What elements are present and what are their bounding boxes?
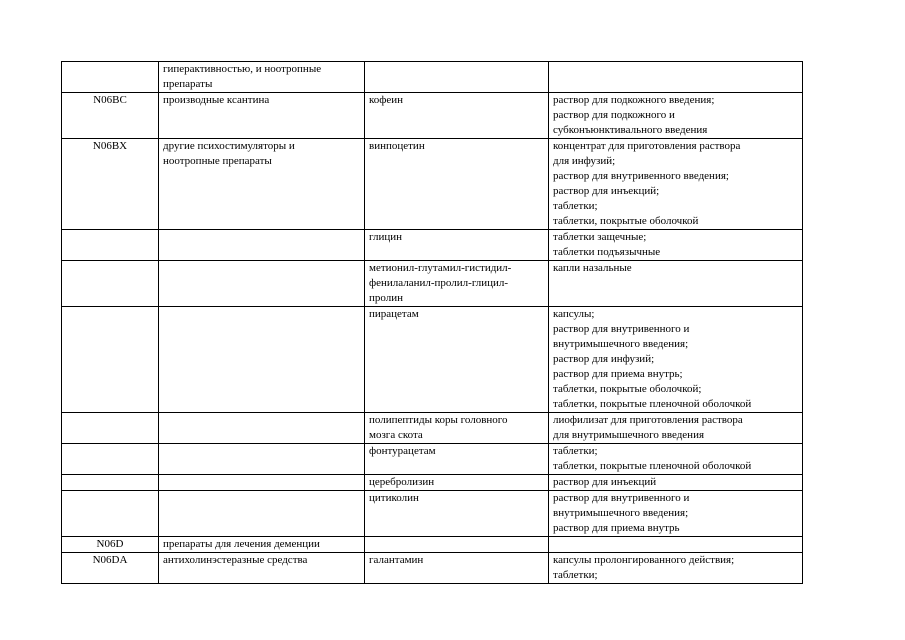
- atc-code-cell: [62, 261, 159, 307]
- drug-name-cell: [365, 413, 549, 444]
- group-name-cell: [159, 537, 365, 553]
- group-name-cell: [159, 475, 365, 491]
- drug-text-line: фенилаланил-пролил-глицил-: [369, 277, 509, 289]
- dosage-forms-cell: [549, 93, 803, 139]
- forms-text-line: раствор для инфузий;: [553, 353, 655, 365]
- table-row: [62, 553, 803, 584]
- drug-text-line: пролин: [369, 292, 404, 304]
- drug-name-cell: [365, 62, 549, 93]
- forms-text-line: таблетки подъязычные: [553, 246, 661, 258]
- forms-text-line: раствор для внутривенного введения;: [553, 170, 729, 182]
- drug-name-cell: [365, 537, 549, 553]
- atc-code-cell: [62, 307, 159, 413]
- atc-code-cell: [62, 491, 159, 537]
- dosage-forms-cell: [549, 307, 803, 413]
- group-name-cell: [159, 93, 365, 139]
- group-text-line: препараты для лечения деменции: [163, 538, 320, 550]
- dosage-forms-cell: [549, 230, 803, 261]
- dosage-forms-cell: [549, 444, 803, 475]
- group-name-cell: [159, 413, 365, 444]
- group-name-cell: [159, 230, 365, 261]
- forms-text-line: внутримышечного введения;: [553, 507, 689, 519]
- group-text-line: антихолинэстеразные средства: [163, 554, 308, 566]
- table-row: [62, 261, 803, 307]
- forms-text-line: раствор для приема внутрь: [553, 522, 680, 534]
- group-text-line: ноотропные препараты: [163, 155, 272, 167]
- group-name-cell: [159, 139, 365, 230]
- dosage-forms-cell: [549, 261, 803, 307]
- dosage-forms-cell: [549, 537, 803, 553]
- group-name-cell: [159, 491, 365, 537]
- atc-code-text: N06DA: [92, 554, 128, 566]
- atc-code-text: N06D: [96, 538, 124, 550]
- table-row: [62, 475, 803, 491]
- drug-text-line: фонтурацетам: [369, 445, 436, 457]
- group-name-cell: [159, 261, 365, 307]
- table-row: [62, 230, 803, 261]
- atc-code-cell: [62, 475, 159, 491]
- drug-table: [61, 61, 803, 584]
- forms-text-line: таблетки;: [553, 200, 598, 212]
- table-row: [62, 307, 803, 413]
- atc-code-cell: [62, 230, 159, 261]
- forms-text-line: раствор для инъекций;: [553, 185, 660, 197]
- drug-name-cell: [365, 491, 549, 537]
- forms-text-line: капсулы;: [553, 308, 595, 320]
- atc-code-cell: [62, 62, 159, 93]
- group-name-cell: [159, 444, 365, 475]
- dosage-forms-cell: [549, 491, 803, 537]
- forms-text-line: раствор для внутривенного и: [553, 492, 690, 504]
- dosage-forms-cell: [549, 62, 803, 93]
- drug-name-cell: [365, 553, 549, 584]
- group-text-line: препараты: [163, 78, 213, 90]
- forms-text-line: раствор для подкожного и: [553, 109, 675, 121]
- drug-text-line: метионил-глутамил-гистидил-: [369, 262, 512, 274]
- dosage-forms-cell: [549, 413, 803, 444]
- forms-text-line: для внутримышечного введения: [553, 429, 705, 441]
- drug-name-cell: [365, 475, 549, 491]
- forms-text-line: таблетки;: [553, 445, 598, 457]
- forms-text-line: внутримышечного введения;: [553, 338, 689, 350]
- forms-text-line: раствор для внутривенного и: [553, 323, 690, 335]
- forms-text-line: субконъюнктивального введения: [553, 124, 708, 136]
- forms-text-line: капсулы пролонгированного действия;: [553, 554, 735, 566]
- table-row: [62, 62, 803, 93]
- atc-code-cell: [62, 553, 159, 584]
- group-text-line: гиперактивностью, и ноотропные: [163, 63, 322, 75]
- drug-name-cell: [365, 261, 549, 307]
- group-name-cell: [159, 553, 365, 584]
- forms-text-line: раствор для подкожного введения;: [553, 94, 715, 106]
- drug-name-cell: [365, 230, 549, 261]
- forms-text-line: таблетки, покрытые оболочкой;: [553, 383, 702, 395]
- drug-text-line: цитиколин: [369, 492, 419, 504]
- drug-text-line: глицин: [369, 231, 402, 243]
- group-name-cell: [159, 307, 365, 413]
- drug-name-cell: [365, 444, 549, 475]
- table-row: [62, 413, 803, 444]
- forms-text-line: таблетки защечные;: [553, 231, 647, 243]
- atc-code-cell: [62, 413, 159, 444]
- table-row: [62, 139, 803, 230]
- forms-text-line: концентрат для приготовления раствора: [553, 140, 741, 152]
- forms-text-line: таблетки, покрытые пленочной оболочкой: [553, 460, 752, 472]
- forms-text-line: таблетки, покрытые оболочкой: [553, 215, 699, 227]
- forms-text-line: таблетки;: [553, 569, 598, 581]
- table-row: [62, 444, 803, 475]
- drug-text-line: галантамин: [369, 554, 424, 566]
- dosage-forms-cell: [549, 475, 803, 491]
- forms-text-line: раствор для приема внутрь;: [553, 368, 683, 380]
- atc-code-text: N06BC: [93, 94, 127, 106]
- table-row: [62, 537, 803, 553]
- drug-text-line: мозга скота: [369, 429, 423, 441]
- table-row: [62, 491, 803, 537]
- drug-name-cell: [365, 139, 549, 230]
- drug-table-body: [62, 62, 803, 584]
- atc-code-cell: [62, 444, 159, 475]
- atc-code-cell: [62, 139, 159, 230]
- forms-text-line: лиофилизат для приготовления раствора: [553, 414, 743, 426]
- group-text-line: другие психостимуляторы и: [163, 140, 295, 152]
- atc-code-cell: [62, 537, 159, 553]
- group-text-line: производные ксантина: [163, 94, 270, 106]
- forms-text-line: для инфузий;: [553, 155, 616, 167]
- drug-name-cell: [365, 93, 549, 139]
- forms-text-line: раствор для инъекций: [553, 476, 657, 488]
- drug-text-line: полипептиды коры головного: [369, 414, 508, 426]
- dosage-forms-cell: [549, 139, 803, 230]
- forms-text-line: капли назальные: [553, 262, 632, 274]
- group-name-cell: [159, 62, 365, 93]
- atc-code-text: N06BX: [92, 140, 128, 152]
- table-row: [62, 93, 803, 139]
- drug-text-line: церебролизин: [369, 476, 435, 488]
- forms-text-line: таблетки, покрытые пленочной оболочкой: [553, 398, 752, 410]
- drug-text-line: кофеин: [369, 94, 404, 106]
- drug-name-cell: [365, 307, 549, 413]
- dosage-forms-cell: [549, 553, 803, 584]
- drug-text-line: пирацетам: [369, 308, 419, 320]
- drug-text-line: винпоцетин: [369, 140, 425, 152]
- atc-code-cell: [62, 93, 159, 139]
